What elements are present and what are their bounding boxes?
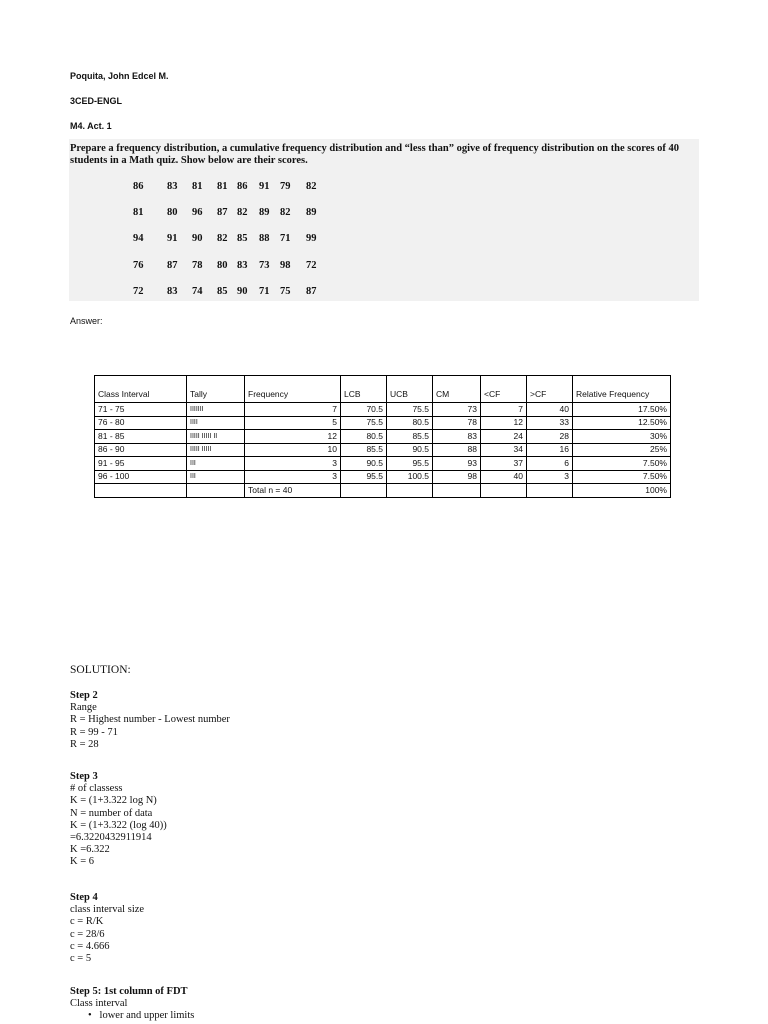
- step-line: R = Highest number - Lowest number: [70, 714, 230, 726]
- prompt-text: Prepare a frequency distribution, a cumulative frequency distribution and “less than” ogive of frequency distribution on the scores of 40 students in a Math quiz. Show below are their scores.: [70, 143, 680, 166]
- step-line: K = (1+3.322 log N): [70, 795, 157, 807]
- table-cell: 86 - 90: [95, 443, 187, 457]
- column-header: Frequency: [245, 376, 341, 403]
- score-value: 82: [306, 181, 317, 192]
- table-cell: 40: [481, 470, 527, 484]
- step-line: c = R/K: [70, 916, 104, 928]
- table-cell: 12: [245, 430, 341, 444]
- table-total-row: [95, 484, 671, 498]
- table-cell: 6: [527, 457, 573, 471]
- solution-step: [70, 986, 194, 1023]
- step-heading: Step 2: [70, 690, 98, 701]
- table-cell: 5: [245, 416, 341, 430]
- score-value: 73: [259, 260, 270, 271]
- table-cell: 70.5: [341, 403, 387, 417]
- score-value: 86: [133, 181, 144, 192]
- table-cell: 90.5: [387, 443, 433, 457]
- score-value: 82: [280, 207, 291, 218]
- score-value: 98: [280, 260, 291, 271]
- table-cell: 71 - 75: [95, 403, 187, 417]
- table-cell: 25%: [573, 443, 671, 457]
- step-heading: Step 3: [70, 771, 98, 782]
- column-header: Relative Frequency: [573, 376, 671, 403]
- table-cell: III: [187, 470, 245, 484]
- table-cell: III: [187, 457, 245, 471]
- step-line: R = 99 - 71: [70, 726, 118, 738]
- column-header: Tally: [187, 376, 245, 403]
- bullet-item: • lower and upper limits: [88, 1010, 195, 1022]
- table-cell: 16: [527, 443, 573, 457]
- score-value: 83: [167, 181, 178, 192]
- score-value: 83: [167, 286, 178, 297]
- table-cell: IIIIIII: [187, 403, 245, 417]
- score-value: 91: [259, 181, 270, 192]
- table-row: [95, 416, 671, 430]
- step-line: class interval size: [70, 904, 145, 916]
- table-row: [95, 403, 671, 417]
- table-header-row: [95, 376, 671, 403]
- score-value: 91: [167, 233, 178, 244]
- score-value: 81: [192, 181, 203, 192]
- table-cell: 34: [481, 443, 527, 457]
- step-line: c = 4.666: [70, 940, 110, 952]
- table-cell: 85.5: [341, 443, 387, 457]
- table-cell: 93: [433, 457, 481, 471]
- score-value: 80: [217, 260, 228, 271]
- table-cell: [481, 484, 527, 498]
- table-cell: 90.5: [341, 457, 387, 471]
- table-cell: 17.50%: [573, 403, 671, 417]
- score-value: 87: [306, 286, 317, 297]
- frequency-distribution-table: [94, 375, 671, 498]
- column-header: UCB: [387, 376, 433, 403]
- score-value: 82: [217, 233, 228, 244]
- score-value: 72: [133, 286, 144, 297]
- table-cell: 12.50%: [573, 416, 671, 430]
- table-cell: 88: [433, 443, 481, 457]
- table-cell: IIIII IIIII: [187, 443, 245, 457]
- table-cell: 91 - 95: [95, 457, 187, 471]
- score-value: 94: [133, 233, 144, 244]
- total-label: Total n = 40: [245, 484, 341, 498]
- table-cell: 7: [245, 403, 341, 417]
- solution-step: [70, 771, 167, 869]
- score-value: 81: [133, 207, 144, 218]
- score-value: 87: [217, 207, 228, 218]
- score-value: 90: [192, 233, 203, 244]
- table-cell: [341, 484, 387, 498]
- table-cell: 95.5: [387, 457, 433, 471]
- table-cell: 95.5: [341, 470, 387, 484]
- score-value: 99: [306, 233, 317, 244]
- column-header: LCB: [341, 376, 387, 403]
- table-cell: 7: [481, 403, 527, 417]
- column-header: <CF: [481, 376, 527, 403]
- student-name: Poquita, John Edcel M.: [70, 71, 169, 81]
- table-cell: 7.50%: [573, 457, 671, 471]
- table-cell: IIII: [187, 416, 245, 430]
- table-cell: 12: [481, 416, 527, 430]
- step-line: K = 6: [70, 856, 95, 868]
- table-cell: 24: [481, 430, 527, 444]
- table-row: [95, 470, 671, 484]
- table-cell: 73: [433, 403, 481, 417]
- table-cell: 78: [433, 416, 481, 430]
- total-relative: 100%: [573, 484, 671, 498]
- table-cell: [433, 484, 481, 498]
- solution-step: [70, 690, 230, 751]
- score-value: 82: [237, 207, 248, 218]
- step-line: # of classess: [70, 783, 123, 795]
- score-value: 71: [259, 286, 270, 297]
- table-cell: 83: [433, 430, 481, 444]
- step-heading: Step 5: 1st column of FDT: [70, 986, 188, 997]
- table-cell: IIIII IIIII II: [187, 430, 245, 444]
- step-line: Class interval: [70, 998, 128, 1010]
- table-cell: 28: [527, 430, 573, 444]
- score-value: 80: [167, 207, 178, 218]
- table-cell: 80.5: [387, 416, 433, 430]
- step-line: K =6.322: [70, 844, 110, 856]
- table-cell: [527, 484, 573, 498]
- score-value: 88: [259, 233, 270, 244]
- table-cell: 10: [245, 443, 341, 457]
- table-cell: 7.50%: [573, 470, 671, 484]
- activity-title: M4. Act. 1: [70, 121, 112, 131]
- score-value: 96: [192, 207, 203, 218]
- table-cell: 75.5: [387, 403, 433, 417]
- table-cell: 98: [433, 470, 481, 484]
- score-value: 83: [237, 260, 248, 271]
- answer-label: Answer:: [70, 316, 103, 326]
- table-cell: 3: [245, 470, 341, 484]
- table-cell: 37: [481, 457, 527, 471]
- table-row: [95, 430, 671, 444]
- step-heading: Step 4: [70, 892, 98, 903]
- score-value: 74: [192, 286, 203, 297]
- score-value: 85: [217, 286, 228, 297]
- score-value: 87: [167, 260, 178, 271]
- table-cell: 33: [527, 416, 573, 430]
- column-header: CM: [433, 376, 481, 403]
- solution-title: SOLUTION:: [70, 664, 131, 676]
- step-line: R = 28: [70, 738, 99, 750]
- step-line: K = (1+3.322 (log 40)): [70, 819, 167, 831]
- table-row: [95, 443, 671, 457]
- score-value: 72: [306, 260, 317, 271]
- table-cell: 80.5: [341, 430, 387, 444]
- score-value: 90: [237, 286, 248, 297]
- table-cell: 30%: [573, 430, 671, 444]
- table-cell: [387, 484, 433, 498]
- step-line: c = 5: [70, 953, 92, 965]
- step-line: Range: [70, 702, 97, 714]
- table-cell: 3: [245, 457, 341, 471]
- score-value: 78: [192, 260, 203, 271]
- score-value: 81: [217, 181, 228, 192]
- table-cell: 85.5: [387, 430, 433, 444]
- score-value: 76: [133, 260, 144, 271]
- column-header: Class Interval: [95, 376, 187, 403]
- table-cell: 3: [527, 470, 573, 484]
- table-cell: 100.5: [387, 470, 433, 484]
- student-section: 3CED-ENGL: [70, 96, 123, 106]
- table-cell: 75.5: [341, 416, 387, 430]
- step-line: =6.3220432911914: [70, 832, 152, 844]
- score-value: 79: [280, 181, 291, 192]
- score-value: 89: [306, 207, 317, 218]
- table-cell: [95, 484, 187, 498]
- score-value: 75: [280, 286, 291, 297]
- score-value: 85: [237, 233, 248, 244]
- solution-step: [70, 892, 144, 965]
- table-cell: 96 - 100: [95, 470, 187, 484]
- table-cell: 81 - 85: [95, 430, 187, 444]
- table-cell: [187, 484, 245, 498]
- step-line: c = 28/6: [70, 928, 105, 940]
- score-value: 89: [259, 207, 270, 218]
- table-cell: 40: [527, 403, 573, 417]
- column-header: >CF: [527, 376, 573, 403]
- score-value: 86: [237, 181, 248, 192]
- table-cell: 76 - 80: [95, 416, 187, 430]
- step-line: N = number of data: [70, 807, 153, 819]
- score-value: 71: [280, 233, 291, 244]
- table-row: [95, 457, 671, 471]
